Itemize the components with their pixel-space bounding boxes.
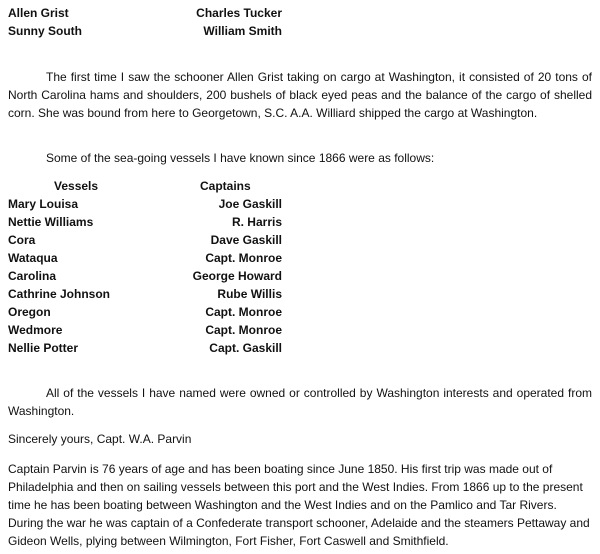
vessel-name: Carolina: [8, 269, 57, 283]
vessel-name: Nellie Potter: [8, 341, 79, 355]
table-row: [8, 285, 592, 303]
table-row: [8, 339, 592, 357]
paragraph-ownership: All of the vessels I have named were owned or controlled by Washington interests and operated from Washington.: [8, 386, 592, 418]
top-vessel-list: [8, 4, 592, 40]
header-vessels: Vessels: [54, 179, 99, 193]
vessel-name: Oregon: [8, 305, 51, 319]
table-row: [8, 303, 592, 321]
vessel-name: Mary Louisa: [8, 197, 79, 211]
vessel-name: Wedmore: [8, 323, 63, 337]
vessel-name: Cora: [8, 233, 36, 247]
captain-name: Dave Gaskill: [210, 233, 282, 247]
header-captains: Captains: [200, 179, 251, 193]
captain-name: Rube Willis: [217, 287, 282, 301]
captain-name: George Howard: [192, 269, 282, 283]
table-row: [8, 321, 592, 339]
captain-name: R. Harris: [231, 215, 282, 229]
paragraph-intro-list: Some of the sea-going vessels I have known since 1866 were as follows:: [46, 151, 435, 165]
vessel-name: Sunny South: [8, 24, 82, 38]
captain-name: Charles Tucker: [196, 6, 282, 20]
captain-name: Joe Gaskill: [218, 197, 282, 211]
table-row: [8, 195, 592, 213]
table-row: [8, 231, 592, 249]
vessel-table-header: [8, 177, 592, 195]
captain-name: William Smith: [203, 24, 282, 38]
captain-name: Capt. Monroe: [205, 323, 282, 337]
captain-name: Capt. Monroe: [205, 251, 282, 265]
paragraph-biography: Captain Parvin is 76 years of age and has been boating since June 1850. His first trip was made out of Philadelphia and then on sailing vessels between this port and the West Indies. From 1866 up to the present time he has been boating between Washington and the West Indies and on the Pamlico and Tar Rivers. During the war he was captain of a Confederate transport schooner, Adelaide and the steamers Pettaway and Gideon Wells, plying between Wilmington, Fort Fisher, Fort Caswell and Smithfield.: [8, 462, 590, 548]
table-row: [8, 213, 592, 231]
top-pair-row: [8, 4, 592, 22]
captain-name: Capt. Monroe: [205, 305, 282, 319]
vessel-table: [8, 177, 592, 357]
table-row: [8, 249, 592, 267]
vessel-name: Cathrine Johnson: [8, 287, 111, 301]
vessel-name: Nettie Williams: [8, 215, 94, 229]
vessel-name: Allen Grist: [8, 6, 69, 20]
vessel-name: Wataqua: [8, 251, 58, 265]
top-pair-row: [8, 22, 592, 40]
table-row: [8, 267, 592, 285]
signature-line: Sincerely yours, Capt. W.A. Parvin: [8, 432, 192, 446]
captain-name: Capt. Gaskill: [209, 341, 282, 355]
paragraph-cargo: The first time I saw the schooner Allen Grist taking on cargo at Washington, it consisted of 20 tons of North Carolina hams and shoulders, 200 bushels of black eyed peas and the balance of the cargo of shelled corn. She was bound from here to Georgetown, S.C. A.A. Williard shipped the cargo at Washington.: [8, 70, 592, 120]
